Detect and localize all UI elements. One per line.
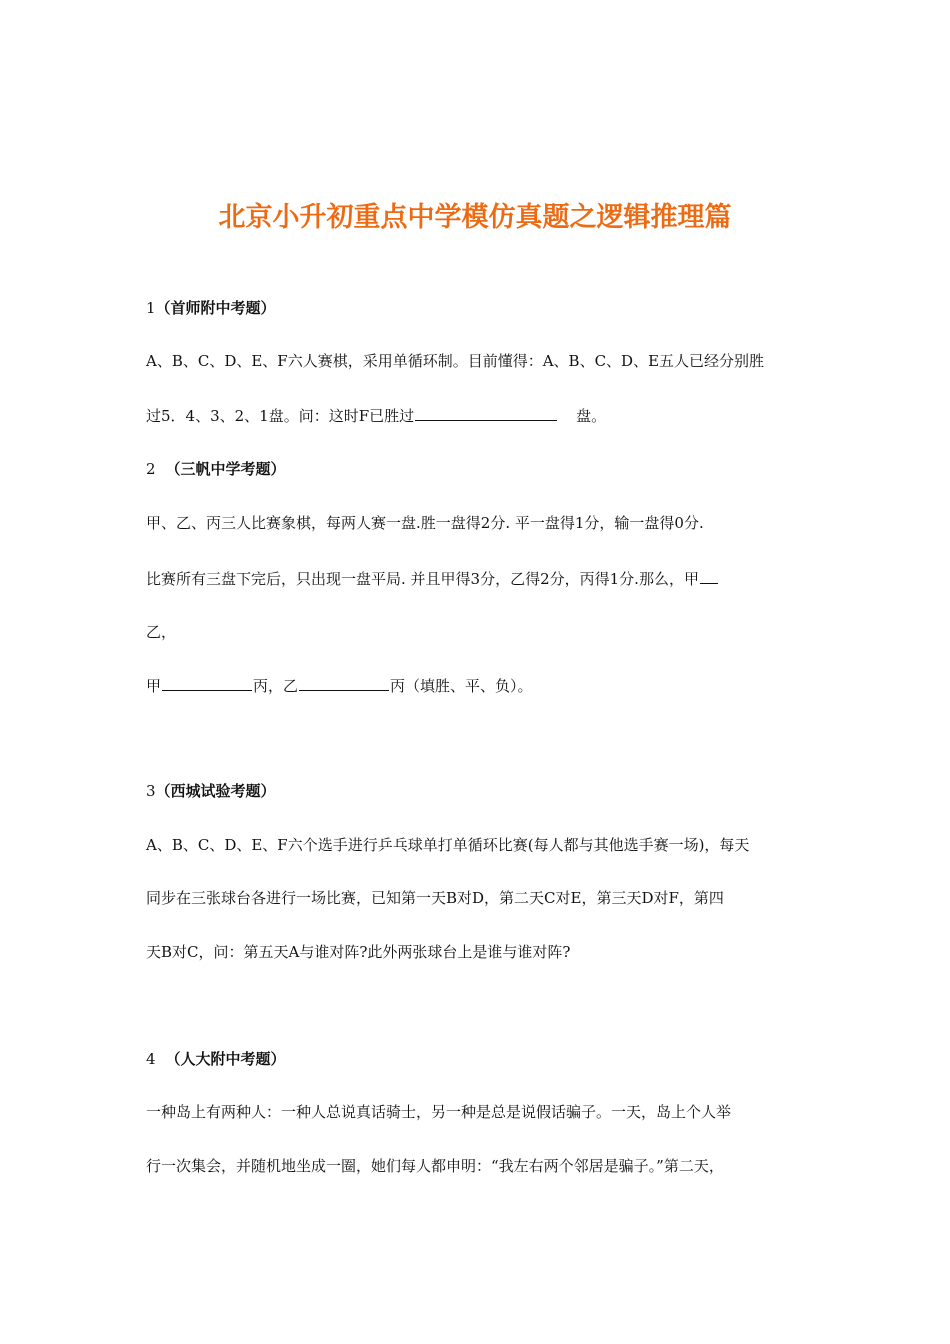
problem-3-line-2: 同步在三张球台各进行一场比赛，已知第一天B对D，第二天C对E，第三天D对F，第四 bbox=[146, 889, 724, 907]
problem-1-heading bbox=[146, 297, 276, 319]
problem-2-text-jia: 甲 bbox=[146, 677, 162, 695]
problem-4-source: （人大附中考题） bbox=[165, 1050, 286, 1068]
problem-3-line-1: A、B、C、D、E、F六个选手进行乒乓球单打单循环比赛(每人都与其他选手赛一场)，每天 bbox=[146, 836, 750, 854]
problem-2-heading bbox=[146, 458, 286, 480]
answer-blank[interactable] bbox=[415, 404, 557, 421]
problem-1-line-1: A、B、C、D、E、F六人赛棋，采用单循环制。目前懂得：A、B、C、D、E五人已经分别胜 bbox=[146, 352, 765, 370]
problem-2-text-end: 丙（填胜、平、负）。 bbox=[390, 677, 533, 695]
answer-blank[interactable] bbox=[162, 674, 252, 691]
problem-1-text-after-blank: 盘。 bbox=[576, 407, 607, 425]
problem-2-line-4 bbox=[146, 674, 533, 697]
problem-4-line-2: 行一次集会，并随机地坐成一圈，她们每人都申明：“我左右两个邻居是骗子。”第二天， bbox=[146, 1157, 724, 1175]
problem-3-heading bbox=[146, 780, 276, 802]
problem-2-source: （三帆中学考题） bbox=[165, 460, 286, 478]
problem-4-line-1: 一种岛上有两种人：一种人总说真话骑士，另一种是总是说假话骗子。一天，岛上个人举 bbox=[146, 1103, 732, 1121]
problem-3-source: （西城试验考题） bbox=[155, 782, 276, 800]
problem-3-number: 3 bbox=[146, 782, 156, 800]
document-title: 北京小升初重点中学模仿真题之逻辑推理篇 bbox=[218, 202, 732, 233]
problem-2-text-bing-yi: 丙，乙 bbox=[253, 677, 299, 695]
problem-1-text-before-blank: 过5．4、3、2、1盘。问：这时F已胜过 bbox=[146, 407, 415, 425]
problem-4-number: 4 bbox=[146, 1050, 156, 1068]
problem-1-source: （首师附中考题） bbox=[155, 299, 276, 317]
problem-2-line-1: 甲、乙、丙三人比赛象棋，每两人赛一盘.胜一盘得2分. 平一盘得1分，输一盘得0分. bbox=[146, 514, 704, 532]
problem-4-heading bbox=[146, 1048, 286, 1070]
problem-2-text-before-blank: 比赛所有三盘下完后，只出现一盘平局. 并且甲得3分，乙得2分，丙得1分.那么，甲 bbox=[146, 570, 699, 588]
problem-2-number: 2 bbox=[146, 460, 156, 478]
answer-blank[interactable] bbox=[299, 674, 389, 691]
problem-3-line-3: 天B对C，问：第五天A与谁对阵?此外两张球台上是谁与谁对阵? bbox=[146, 943, 571, 961]
problem-2-line-2 bbox=[146, 567, 719, 590]
problem-2-line-3: 乙， bbox=[146, 623, 177, 641]
answer-blank[interactable] bbox=[700, 567, 718, 584]
problem-1-line-2 bbox=[146, 404, 606, 427]
problem-1-number: 1 bbox=[146, 299, 156, 317]
